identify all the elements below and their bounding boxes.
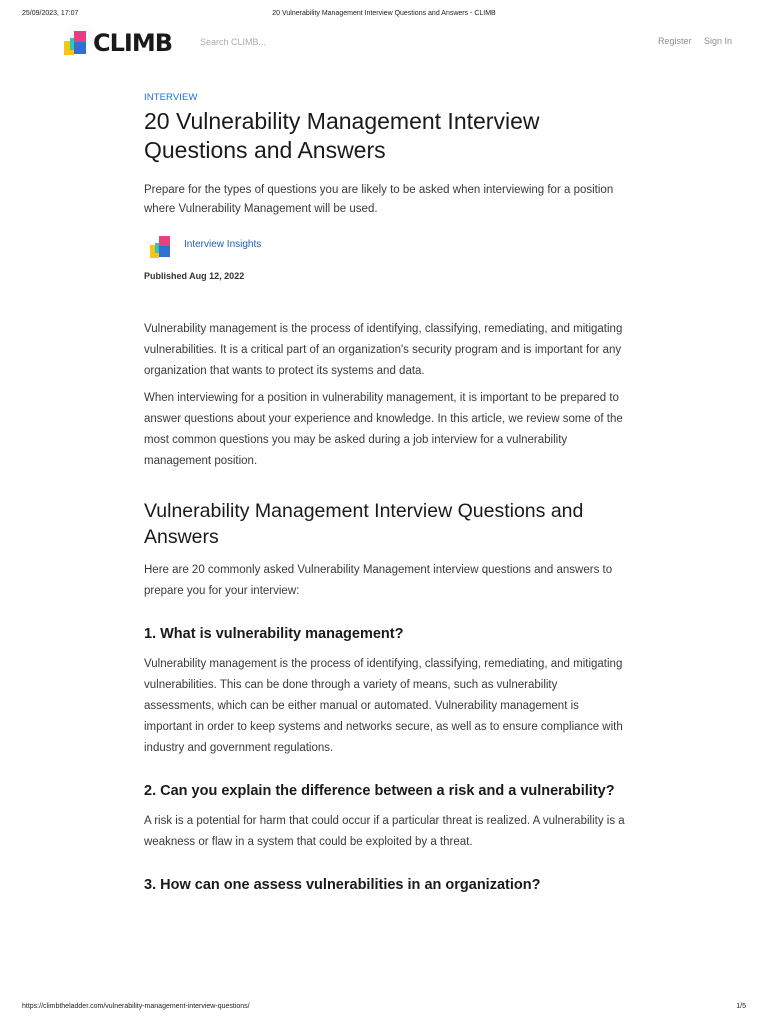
author-byline xyxy=(144,235,628,261)
section-intro: Here are 20 commonly asked Vulnerability Management interview questions and answers to prepare you for your interview: xyxy=(144,564,613,597)
print-page-number: 1/5 xyxy=(736,1003,746,1010)
question-1: 1. What is vulnerability management? xyxy=(144,626,404,642)
search-input[interactable] xyxy=(196,34,404,50)
intro-paragraph-2: When interviewing for a position in vulnerability management, it is important to be prepared to answer questions about your experience and knowledge. In this article, we review some of the most common questions you may be asked during a job interview for a vulnerability management position. xyxy=(144,392,623,467)
logo-wordmark: CLIMB xyxy=(93,29,173,57)
article-lede: Prepare for the types of questions you are likely to be asked when interviewing for a position where Vulnerability Management will be used. xyxy=(144,184,614,215)
answer-1: Vulnerability management is the process of identifying, classifying, remediating, and mitigating vulnerabilities. This can be done through a variety of means, such as vulnerability assessments, which can be either manual or automated. Vulnerability management is important in order to keep systems and networks secure, as well as to ensure compliance with industry and government regulations. xyxy=(144,658,623,754)
climb-logo[interactable] xyxy=(64,28,182,58)
question-3: 3. How can one assess vulnerabilities in an organization? xyxy=(144,877,541,893)
article-title: 20 Vulnerability Management Interview Questions and Answers xyxy=(144,108,540,163)
author-link[interactable]: Interview Insights xyxy=(184,239,262,250)
print-header xyxy=(22,10,746,22)
print-datetime: 25/09/2023, 17:07 xyxy=(22,10,79,17)
question-2: 2. Can you explain the difference between a risk and a vulnerability? xyxy=(144,783,615,799)
section-heading: Vulnerability Management Interview Questions and Answers xyxy=(144,500,584,548)
print-footer xyxy=(22,1003,746,1015)
sign-in-link[interactable]: Sign In xyxy=(703,36,732,46)
site-header xyxy=(0,26,768,60)
climb-logo-icon xyxy=(64,30,90,56)
category-link[interactable]: INTERVIEW xyxy=(144,92,198,103)
published-date: Published Aug 12, 2022 xyxy=(144,271,245,281)
print-url: https://climbtheladder.com/vulnerability-management-interview-questions/ xyxy=(22,1003,250,1010)
account-nav xyxy=(648,36,732,46)
print-title: 20 Vulnerability Management Interview Questions and Answers - CLIMB xyxy=(272,10,496,17)
register-link[interactable]: Register xyxy=(657,36,692,46)
intro-paragraph-1: Vulnerability management is the process of identifying, classifying, remediating, and mitigating vulnerabilities. It is a critical part of an organization's security program and is important for any organization that wants to protect its systems and data. xyxy=(144,323,623,377)
article xyxy=(144,92,628,895)
answer-2: A risk is a potential for harm that could occur if a particular threat is realized. A vulnerability is a weakness or flaw in a system that could be exploited by a threat. xyxy=(144,815,625,848)
author-avatar-icon xyxy=(150,235,174,259)
